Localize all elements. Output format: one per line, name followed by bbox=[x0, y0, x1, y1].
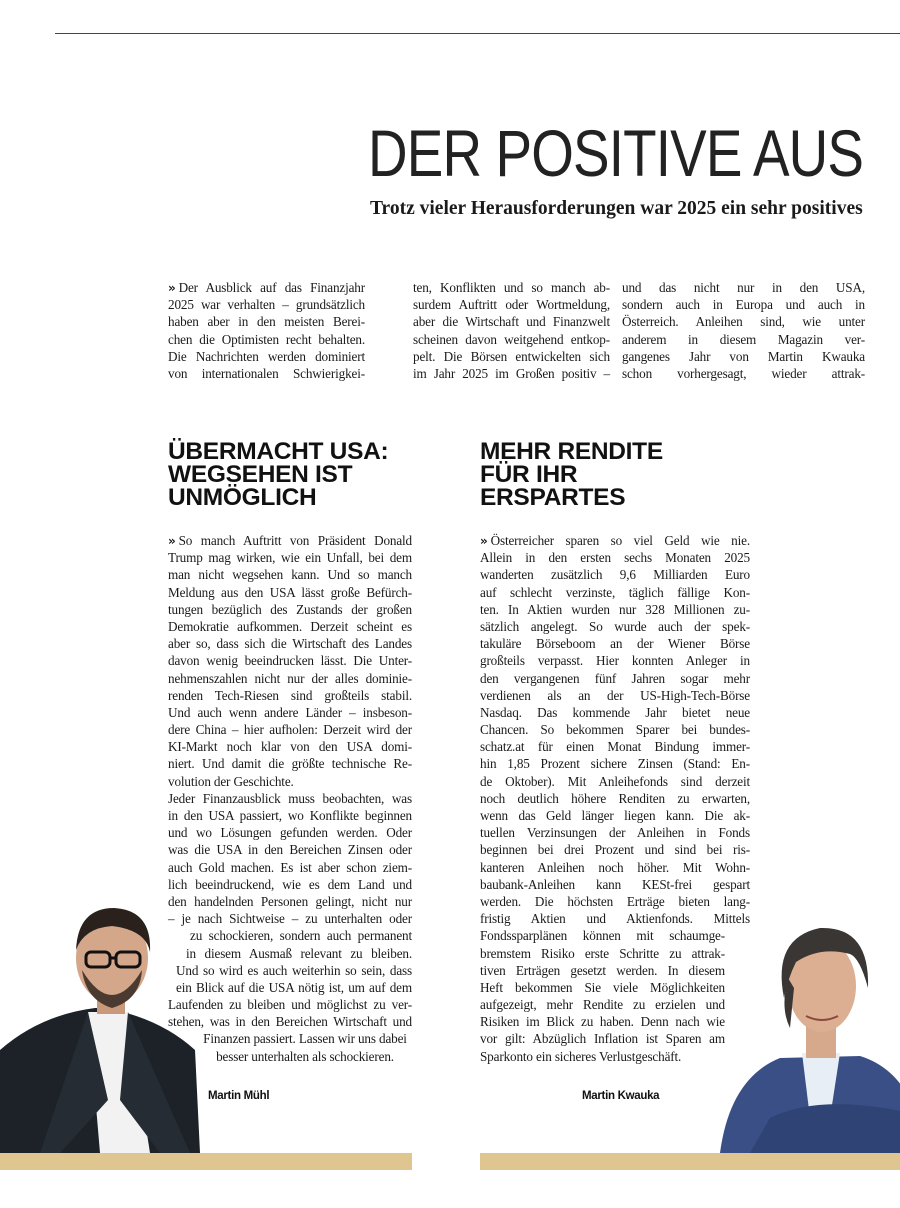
text-line: den vergangenen fünf Jahren sogar mehr bbox=[480, 670, 750, 686]
text-line: ten, Konflikten und so manch ab- bbox=[413, 280, 610, 295]
text-line: Jeder Finanzausblick muss beobachten, was bbox=[168, 790, 412, 806]
author-photo-martin-muehl bbox=[0, 900, 205, 1153]
text-line: KI-Markt noch klar von den USA domi- bbox=[168, 739, 412, 755]
headline-line: UNMÖGLICH bbox=[168, 484, 317, 511]
text-line: werden. Die höchsten Erträge bieten lang- bbox=[480, 893, 750, 909]
text-line: nehmenszahlen nicht nur der alles dominie- bbox=[168, 670, 412, 686]
text-line: im Jahr 2025 im Großen positiv – bbox=[413, 365, 610, 381]
article-headline-rendite bbox=[480, 440, 663, 509]
text-line: Nasdaq. Das kommende Jahr bietet neue bbox=[480, 704, 750, 720]
text-line: baubank-Anleihen kann KESt-frei gespart bbox=[480, 876, 750, 892]
article-headline-usa bbox=[168, 440, 388, 509]
text-line: Und so wird es auch weiterhin so sein, dass bbox=[176, 962, 412, 978]
text-line: haben aber in den meisten Berei- bbox=[168, 314, 365, 330]
text-line: besser unterhalten als schockieren. bbox=[216, 1048, 394, 1064]
text-line: noch deutlich höhere Renditen zu erwarten, bbox=[480, 790, 750, 806]
paragraph-mark-icon: » bbox=[168, 534, 176, 548]
text-line: » Österreicher sparen so viel Geld wie nie. bbox=[480, 533, 750, 548]
text-line: aufgezeigt, mehr Rendite zu erzielen und bbox=[480, 997, 725, 1013]
text-line: und das nicht nur in den USA, bbox=[622, 280, 865, 295]
text-line: Und auch wenn andere Länder – insbeson- bbox=[168, 704, 412, 720]
paragraph-mark-icon: » bbox=[168, 281, 176, 295]
text-line: stehen, was in den Bereichen Wirtschaft und bbox=[168, 1014, 412, 1030]
text-line: von internationalen Schwierigkei- bbox=[168, 365, 365, 381]
text-line: volution der Geschichte. bbox=[168, 773, 294, 789]
text-line: vor gilt: Abzüglich Inflation ist Sparen am bbox=[480, 1031, 725, 1047]
author-name-martin-muehl: Martin Mühl bbox=[208, 1090, 270, 1102]
page-title: DER POSITIVE AUS bbox=[368, 116, 864, 190]
text-line: Trump mag wirken, wie ein Unfall, bei dem bbox=[168, 550, 412, 566]
text-line: verdienen als an der US-High-Tech-Börse bbox=[480, 687, 750, 703]
text-line: schon vorhergesagt, wieder attrak- bbox=[622, 365, 865, 381]
text-line: 2025 war verhalten – grundsätzlich bbox=[168, 297, 365, 313]
text-line: Demokratie aufkommen. Derzeit scheint es bbox=[168, 618, 412, 634]
text-line: Sparkonto ein sicheres Verlustgeschäft. bbox=[480, 1048, 682, 1064]
top-rule bbox=[55, 33, 900, 34]
text-line: » Der Ausblick auf das Finanzjahr bbox=[168, 280, 365, 295]
text-line: sätzlich angelegt. So wurde auch der spek- bbox=[480, 618, 750, 634]
text-line: kanteren Anleihen noch höher. Mit Wohn- bbox=[480, 859, 750, 875]
text-line: den handelnden Personen gelingt, nicht nur bbox=[168, 893, 412, 909]
text-line: in den USA passiert, wo Konflikte beginnen bbox=[168, 808, 412, 823]
text-line: gangenes Jahr von Martin Kwauka bbox=[622, 348, 865, 364]
text-line: » So manch Auftritt von Präsident Donald bbox=[168, 533, 412, 548]
text-line: man nicht wegsehen kann. Und so manch bbox=[168, 567, 412, 583]
headline-line: ERSPARTES bbox=[480, 484, 626, 511]
text-line: Chancen. So bekommen Sparer bei bundes- bbox=[480, 722, 750, 738]
text-line: de Oktober). Mit Anleihefonds sind derzeit bbox=[480, 773, 750, 789]
text-line: ein Blick auf die USA nötig ist, um auf dem bbox=[176, 979, 412, 995]
text-line: bremstem Risiko erste Schritte zu attrak- bbox=[480, 945, 725, 961]
text-line: pelt. Die Börsen entwickelten sich bbox=[413, 348, 610, 364]
text-line: Österreich. Anleihen sind, wie unter bbox=[622, 314, 865, 330]
text-line: dere China – hier aufholen: Derzeit wird der bbox=[168, 722, 412, 738]
text-line: auch Gold machen. Es ist aber schon ziem- bbox=[168, 859, 412, 875]
intro-column-2 bbox=[413, 279, 610, 382]
text-line: Finanzen passiert. Lassen wir uns dabei bbox=[203, 1031, 407, 1047]
intro-column-3 bbox=[622, 279, 865, 382]
text-line: fristig Aktien und Aktienfonds. Mittels bbox=[480, 911, 750, 927]
text-line: davon wenig beeindrucken lässt. Die Unter- bbox=[168, 653, 412, 669]
page-subtitle: Trotz vieler Herausforderungen war 2025 ein sehr positives bbox=[370, 198, 863, 219]
text-line: und wo Lösungen gefunden werden. Oder bbox=[168, 825, 412, 841]
paragraph-mark-icon: » bbox=[480, 534, 488, 548]
text-line: Risiken im Blick zu haben. Denn nach wie bbox=[480, 1014, 725, 1030]
text-line: wenn das Geld länger liegen kann. Die ak- bbox=[480, 808, 750, 823]
text-line: auf schlecht verzinste, täglich fällige Kon- bbox=[480, 584, 750, 600]
text-line: schatz.at für einen Monat Bindung immer- bbox=[480, 739, 750, 755]
text-line: anderem in diesem Magazin ver- bbox=[622, 331, 865, 347]
text-line: Heft bekommen Sie viele Möglichkeiten bbox=[480, 979, 725, 995]
text-line: lich beeindruckend, wie es dem Land und bbox=[168, 876, 412, 892]
text-line: chen die Optimisten recht behalten. bbox=[168, 331, 365, 347]
text-line: Die Nachrichten werden dominiert bbox=[168, 348, 365, 364]
text-line: Laufenden zu bleiben und möglichst zu ver- bbox=[168, 997, 412, 1013]
accent-bar-right bbox=[480, 1153, 900, 1170]
text-line: renden Tech-Riesen sind großteils stabil. bbox=[168, 687, 412, 703]
text-line: großteils verpasst. Hier konnten Anleger in bbox=[480, 653, 750, 669]
text-line: Fondssparplänen können mit schaumge- bbox=[480, 928, 725, 944]
text-line: ten. In Aktien wurden nur 328 Millionen zu- bbox=[480, 601, 750, 617]
headline-line: ÜBERMACHT USA: bbox=[168, 438, 389, 465]
text-line: zu schockieren, sondern auch permanent bbox=[190, 928, 412, 944]
text-line: tuellen Verzinsungen der Anleihen in Fonds bbox=[480, 825, 750, 841]
author-photo-martin-kwauka bbox=[710, 918, 900, 1153]
text-line: in diesem Ausmaß relevant zu bleiben. bbox=[186, 945, 412, 961]
accent-bar-left bbox=[0, 1153, 412, 1170]
text-line: wanderten zusätzlich 9,6 Milliarden Euro bbox=[480, 567, 750, 583]
text-line: Allein in den ersten sechs Monaten 2025 bbox=[480, 550, 750, 566]
text-line: beginnen bei drei Prozent und sind bei ris- bbox=[480, 842, 750, 858]
text-line: aber die Wirtschaft und Finanzwelt bbox=[413, 314, 610, 330]
text-line: was die USA in den Bereichen Zinsen oder bbox=[168, 842, 412, 858]
text-line: hin 1,85 Prozent sichere Zinsen (Stand: En- bbox=[480, 756, 750, 772]
text-line: – je nach Sichtweise – zu unterhalten oder bbox=[168, 911, 412, 927]
headline-line: MEHR RENDITE bbox=[480, 438, 663, 465]
text-line: surdem Auftritt oder Wortmeldung, bbox=[413, 297, 610, 313]
headline-line: WEGSEHEN IST bbox=[168, 461, 353, 488]
text-line: niert. Und damit die größte technische Re- bbox=[168, 756, 412, 772]
text-line: sondern auch in Europa und auch in bbox=[622, 297, 865, 313]
text-line: scheinen davon weitgehend entkop- bbox=[413, 331, 610, 347]
headline-line: FÜR IHR bbox=[480, 461, 578, 488]
author-name-martin-kwauka: Martin Kwauka bbox=[582, 1090, 660, 1102]
text-line: tiven Erträgen gesetzt werden. In diesem bbox=[480, 962, 725, 978]
text-line: Meldung aus den USA lässt große Befürch- bbox=[168, 584, 412, 600]
intro-column-1 bbox=[168, 279, 365, 382]
text-line: takuläre Börseboom an der Wiener Börse bbox=[480, 636, 750, 652]
text-line: aber so, dass sich die Wirtschaft des Landes bbox=[168, 636, 412, 652]
text-line: tungen bezüglich des Zustands der großen bbox=[168, 601, 412, 617]
